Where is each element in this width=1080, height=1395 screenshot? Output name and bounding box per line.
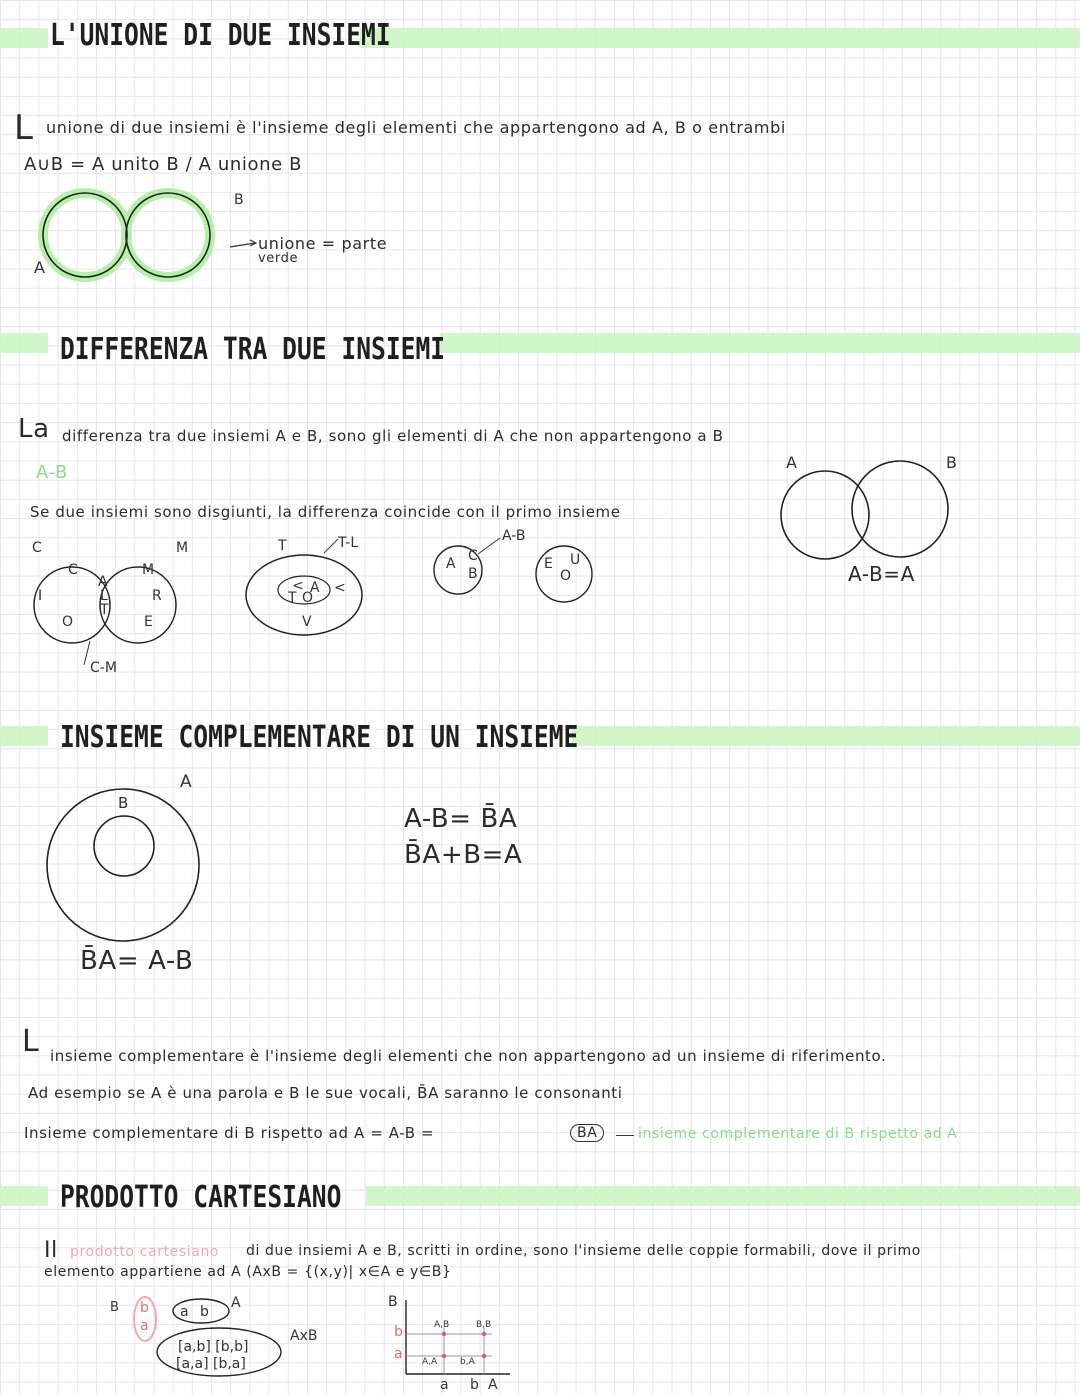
cart-pairs-row2: [a,a] [b,a] [176, 1356, 246, 1372]
graph-x-tick: b [470, 1377, 479, 1393]
union-def-initial: L [14, 108, 34, 148]
ex3-letter: C [468, 548, 478, 564]
cartesian-def-line2: elemento appartiene ad A (AxB = {(x,y)| x∈A e y∈B} [44, 1264, 452, 1280]
ex2-label-tl: T-L [338, 535, 359, 551]
difference-notation: A-B [36, 462, 68, 483]
complement-definition: insieme complementare è l'insieme degli elementi che non appartengono ad un insieme di riferimento. [50, 1047, 887, 1065]
ex1-letter: O [62, 614, 74, 630]
union-arrow-note: unione = parte [258, 234, 388, 253]
ex1-caption: C-M [90, 660, 117, 676]
graph-point-label: B,B [476, 1320, 492, 1330]
ex1-letter: M [142, 562, 155, 578]
ex2-label-t: T [278, 538, 287, 554]
example-cm-venn [20, 555, 200, 655]
graph-y-tick: b [394, 1324, 403, 1340]
ex2-letter: < [334, 580, 346, 596]
ex3-letter: O [560, 568, 572, 584]
title-highlight-left [0, 28, 48, 48]
difference-definition: differenza tra due insiemi A e B, sono gli elementi di A che non appartengono a B [62, 427, 724, 445]
complement-arrow-line [616, 1135, 634, 1136]
ex3-letter: U [570, 552, 581, 568]
graph-point-label: A,B [434, 1320, 450, 1330]
graph-x-tick: a [440, 1377, 449, 1393]
cartesian-definition: di due insiemi A e B, scritti in ordine, sono l'insieme delle coppie formabili, dove il primo [246, 1243, 921, 1259]
complement-green-note: insieme complementare di B rispetto ad A [638, 1126, 958, 1142]
ex1-label-m: M [176, 540, 189, 556]
ex1-letter: L [100, 588, 108, 604]
title-highlight-left [0, 1186, 48, 1206]
cart-set-b-label: B [110, 1300, 119, 1315]
ex1-letter: R [152, 588, 162, 604]
cartesian-def-initial: Il [44, 1238, 58, 1263]
cart-pairs-row1: [a,b] [b,b] [178, 1339, 249, 1355]
ex1-letter: T [100, 602, 109, 618]
title-highlight-right [360, 28, 1080, 48]
union-definition: unione di due insiemi è l'insieme degli elementi che appartengono ad A, B o entrambi [46, 118, 786, 137]
complement-title: INSIEME COMPLEMENTARE DI UN INSIEME [60, 720, 579, 755]
disjoint-venn-diagram [770, 455, 960, 575]
cart-set-b-elem: a [140, 1318, 149, 1334]
ex2-letter: T [288, 590, 297, 606]
complement-formula-1: A-B= B̄A [404, 804, 518, 834]
cart-set-a-elem: a [180, 1304, 189, 1320]
union-label-a: A [34, 258, 45, 277]
cart-set-a-elem: b [200, 1304, 209, 1320]
complement-diagram [38, 790, 208, 940]
title-highlight-left [0, 333, 48, 353]
complement-label-b: B [118, 794, 129, 812]
ex2-letter: < [292, 578, 304, 594]
complement-def-initial: L [22, 1024, 40, 1059]
complement-boxed-symbol: B̄A [570, 1124, 604, 1142]
union-arrow-note-sub: verde [258, 251, 299, 266]
cartesian-def-highlight: prodotto cartesiano [70, 1244, 220, 1260]
cart-set-b-elem: b [140, 1300, 149, 1316]
graph-x-label: A [488, 1377, 498, 1393]
union-notation: A∪B = A unito B / A unione B [24, 154, 303, 175]
ex1-letter: E [144, 614, 153, 630]
title-highlight-right [440, 333, 1080, 353]
disjoint-label-b: B [946, 453, 957, 472]
cartesian-graph [400, 1300, 520, 1390]
ex2-letter: O [302, 590, 314, 606]
union-label-b: B [234, 192, 244, 208]
difference-title: DIFFERENZA TRA DUE INSIEMI [60, 332, 446, 367]
union-title: L'UNIONE DI DUE INSIEMI [50, 18, 391, 53]
graph-y-label: B [388, 1294, 398, 1310]
disjoint-label-a: A [786, 453, 797, 472]
ex1-letter: A [98, 574, 108, 590]
difference-disjoint-note: Se due insiemi sono disgiunti, la differenza coincide con il primo insieme [30, 503, 621, 521]
title-highlight-left [0, 726, 48, 746]
complement-formula-2: B̄A+B=A [404, 840, 523, 870]
complement-formula-under: B̄A= A-B [80, 946, 194, 976]
graph-point-label: A,A [422, 1357, 438, 1367]
graph-y-tick: a [394, 1346, 403, 1362]
title-highlight-right [572, 726, 1080, 746]
cart-set-a-label: A [231, 1295, 241, 1311]
cartesian-title: PRODOTTO CARTESIANO [60, 1180, 342, 1215]
ex2-letter: A [310, 580, 320, 596]
complement-line3: Insieme complementare di B rispetto ad A = A-B = [24, 1124, 435, 1142]
disjoint-result: A-B=A [848, 562, 915, 586]
cart-axb-label: AxB [290, 1328, 318, 1344]
ex2-letter: V [302, 614, 312, 630]
ex3-label: A-B [502, 528, 526, 544]
ex3-letter: A [446, 556, 456, 572]
ex1-letter: C [68, 562, 78, 578]
ex3-letter: B [468, 566, 478, 582]
example-ab-disjoint [430, 540, 610, 610]
complement-example: Ad esempio se A è una parola e B le sue vocali, B̄A saranno le consonanti [28, 1084, 623, 1102]
title-highlight-right [366, 1186, 1080, 1206]
complement-label-a: A [180, 772, 192, 792]
ex1-letter: I [38, 588, 43, 604]
ex3-letter: E [544, 556, 553, 572]
difference-def-initial: La [18, 414, 50, 444]
graph-point-label: b,A [460, 1357, 475, 1367]
union-venn-diagram [30, 185, 250, 295]
ex1-label-c: C [32, 540, 42, 556]
